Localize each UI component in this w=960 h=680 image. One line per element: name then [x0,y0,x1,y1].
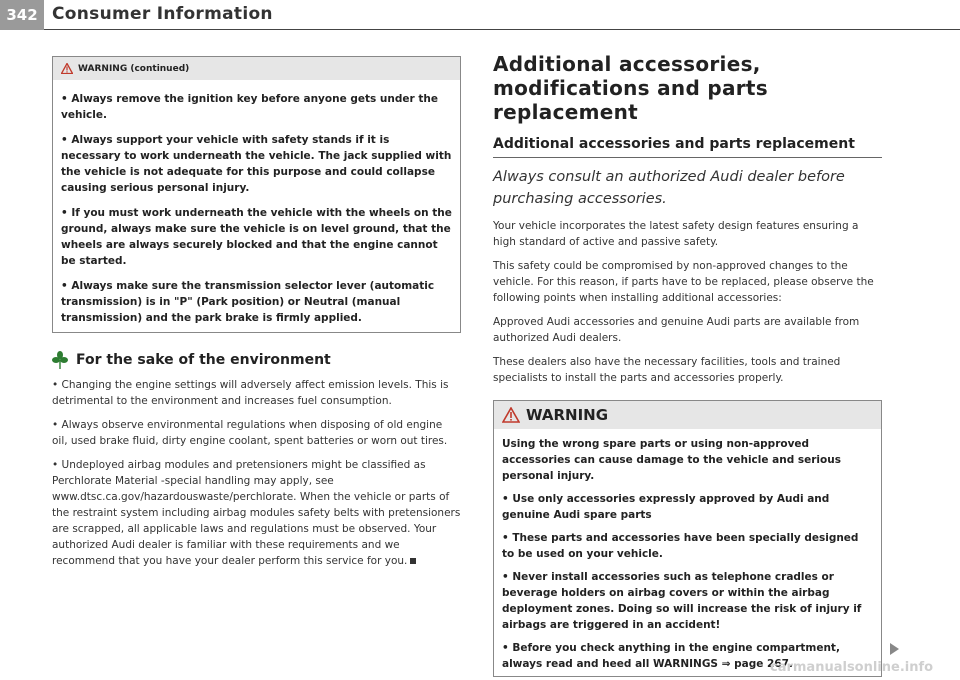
environment-item-text: • Undeployed airbag modules and pretensioners might be classified as Perchlorate Material -special handling may apply, see www.dtsc.ca.gov/hazardouswaste/perchlorate. When the vehicle or parts of the restraint system including airbag modules safety belts with pretensioners are scrapped, all applicable laws and regulations must be observed. Your authorized Audi dealer is familiar with these requirements and we recommend that you have your dealer perform this service for you. [52,459,461,567]
lead-text: Always consult an authorized Audi dealer before purchasing accessories. [493,169,845,207]
environment-leaf-icon [52,351,68,369]
warning-continued-header [53,57,460,80]
warning-item: • Always make sure the transmission selector lever (automatic transmission) is in "P" (Park position) or Neutral (manual transmission) and the park brake is firmly applied. [61,280,435,324]
warning-item: • Use only accessories expressly approved by Audi and genuine Audi spare parts [502,493,830,521]
right-column [493,52,882,677]
warning-body [494,436,881,676]
environment-title: For the sake of the environment [76,352,331,368]
warning-item: • Before you check anything in the engine compartment, always read and heed all WARNINGS ⇒ page 267. [502,642,840,670]
warning-item: Using the wrong spare parts or using non-approved accessories can cause damage to the vehicle and serious personal injury. [502,438,841,482]
warning-item: • Always support your vehicle with safety stands if it is necessary to work underneath the vehicle. The jack supplied with the vehicle is not adequate for this purpose and could collapse causing serious personal injury. [61,134,452,194]
warning-label: WARNING [526,406,609,424]
environment-section [52,351,461,569]
end-mark-icon [410,558,416,564]
section-heading: Additional accessories, modifications and parts replacement [493,52,768,124]
warning-item: • These parts and accessories have been specially designed to be used on your vehicle. [502,532,859,560]
page-number: 342 [0,0,44,30]
body-paragraph: This safety could be compromised by non-approved changes to the vehicle. For this reason, if parts have to be replaced, please observe the following points when installing additional accessories: [493,260,874,304]
body-paragraph: Your vehicle incorporates the latest safety design features ensuring a high standard of active and passive safety. [493,220,859,248]
warning-header [494,401,881,429]
warning-item: • Never install accessories such as telephone cradles or beverage holders on airbag covers or within the airbag deployment zones. Doing so will increase the risk of injury if airbags are triggered in an accident! [502,571,862,631]
watermark: carmanualsonline.info [770,660,934,675]
body-paragraph: Approved Audi accessories and genuine Audi parts are available from authorized Audi dealers. [493,316,860,344]
environment-item [52,457,461,569]
environment-item: • Changing the engine settings will adversely affect emission levels. This is detrimental to the environment and increases fuel consumption. [52,379,449,407]
chapter-title: Consumer Information [52,4,273,24]
warning-box [493,400,882,677]
warning-continued-body [53,80,460,332]
body-paragraph: These dealers also have the necessary facilities, tools and trained specialists to install the parts and accessories properly. [493,356,841,384]
environment-item: • Always observe environmental regulations when disposing of old engine oil, used brake fluid, dirty engine coolant, spent batteries or worn out tires. [52,419,448,447]
warning-continued-box [52,56,461,333]
left-column [52,56,461,569]
environment-title-row [52,351,461,369]
warning-item: • Always remove the ignition key before anyone gets under the vehicle. [61,93,438,121]
warning-continued-label: WARNING (continued) [78,63,190,74]
warning-triangle-icon [502,407,520,423]
continue-arrow-icon [890,643,899,655]
header-rule [44,29,960,30]
warning-triangle-icon [61,63,73,74]
page-header [0,0,960,30]
warning-item: • If you must work underneath the vehicle with the wheels on the ground, always make sure the vehicle is on level ground, that the wheels are always securely blocked and that the engine cannot be started. [61,207,452,267]
subsection-heading: Additional accessories and parts replacement [493,136,882,158]
